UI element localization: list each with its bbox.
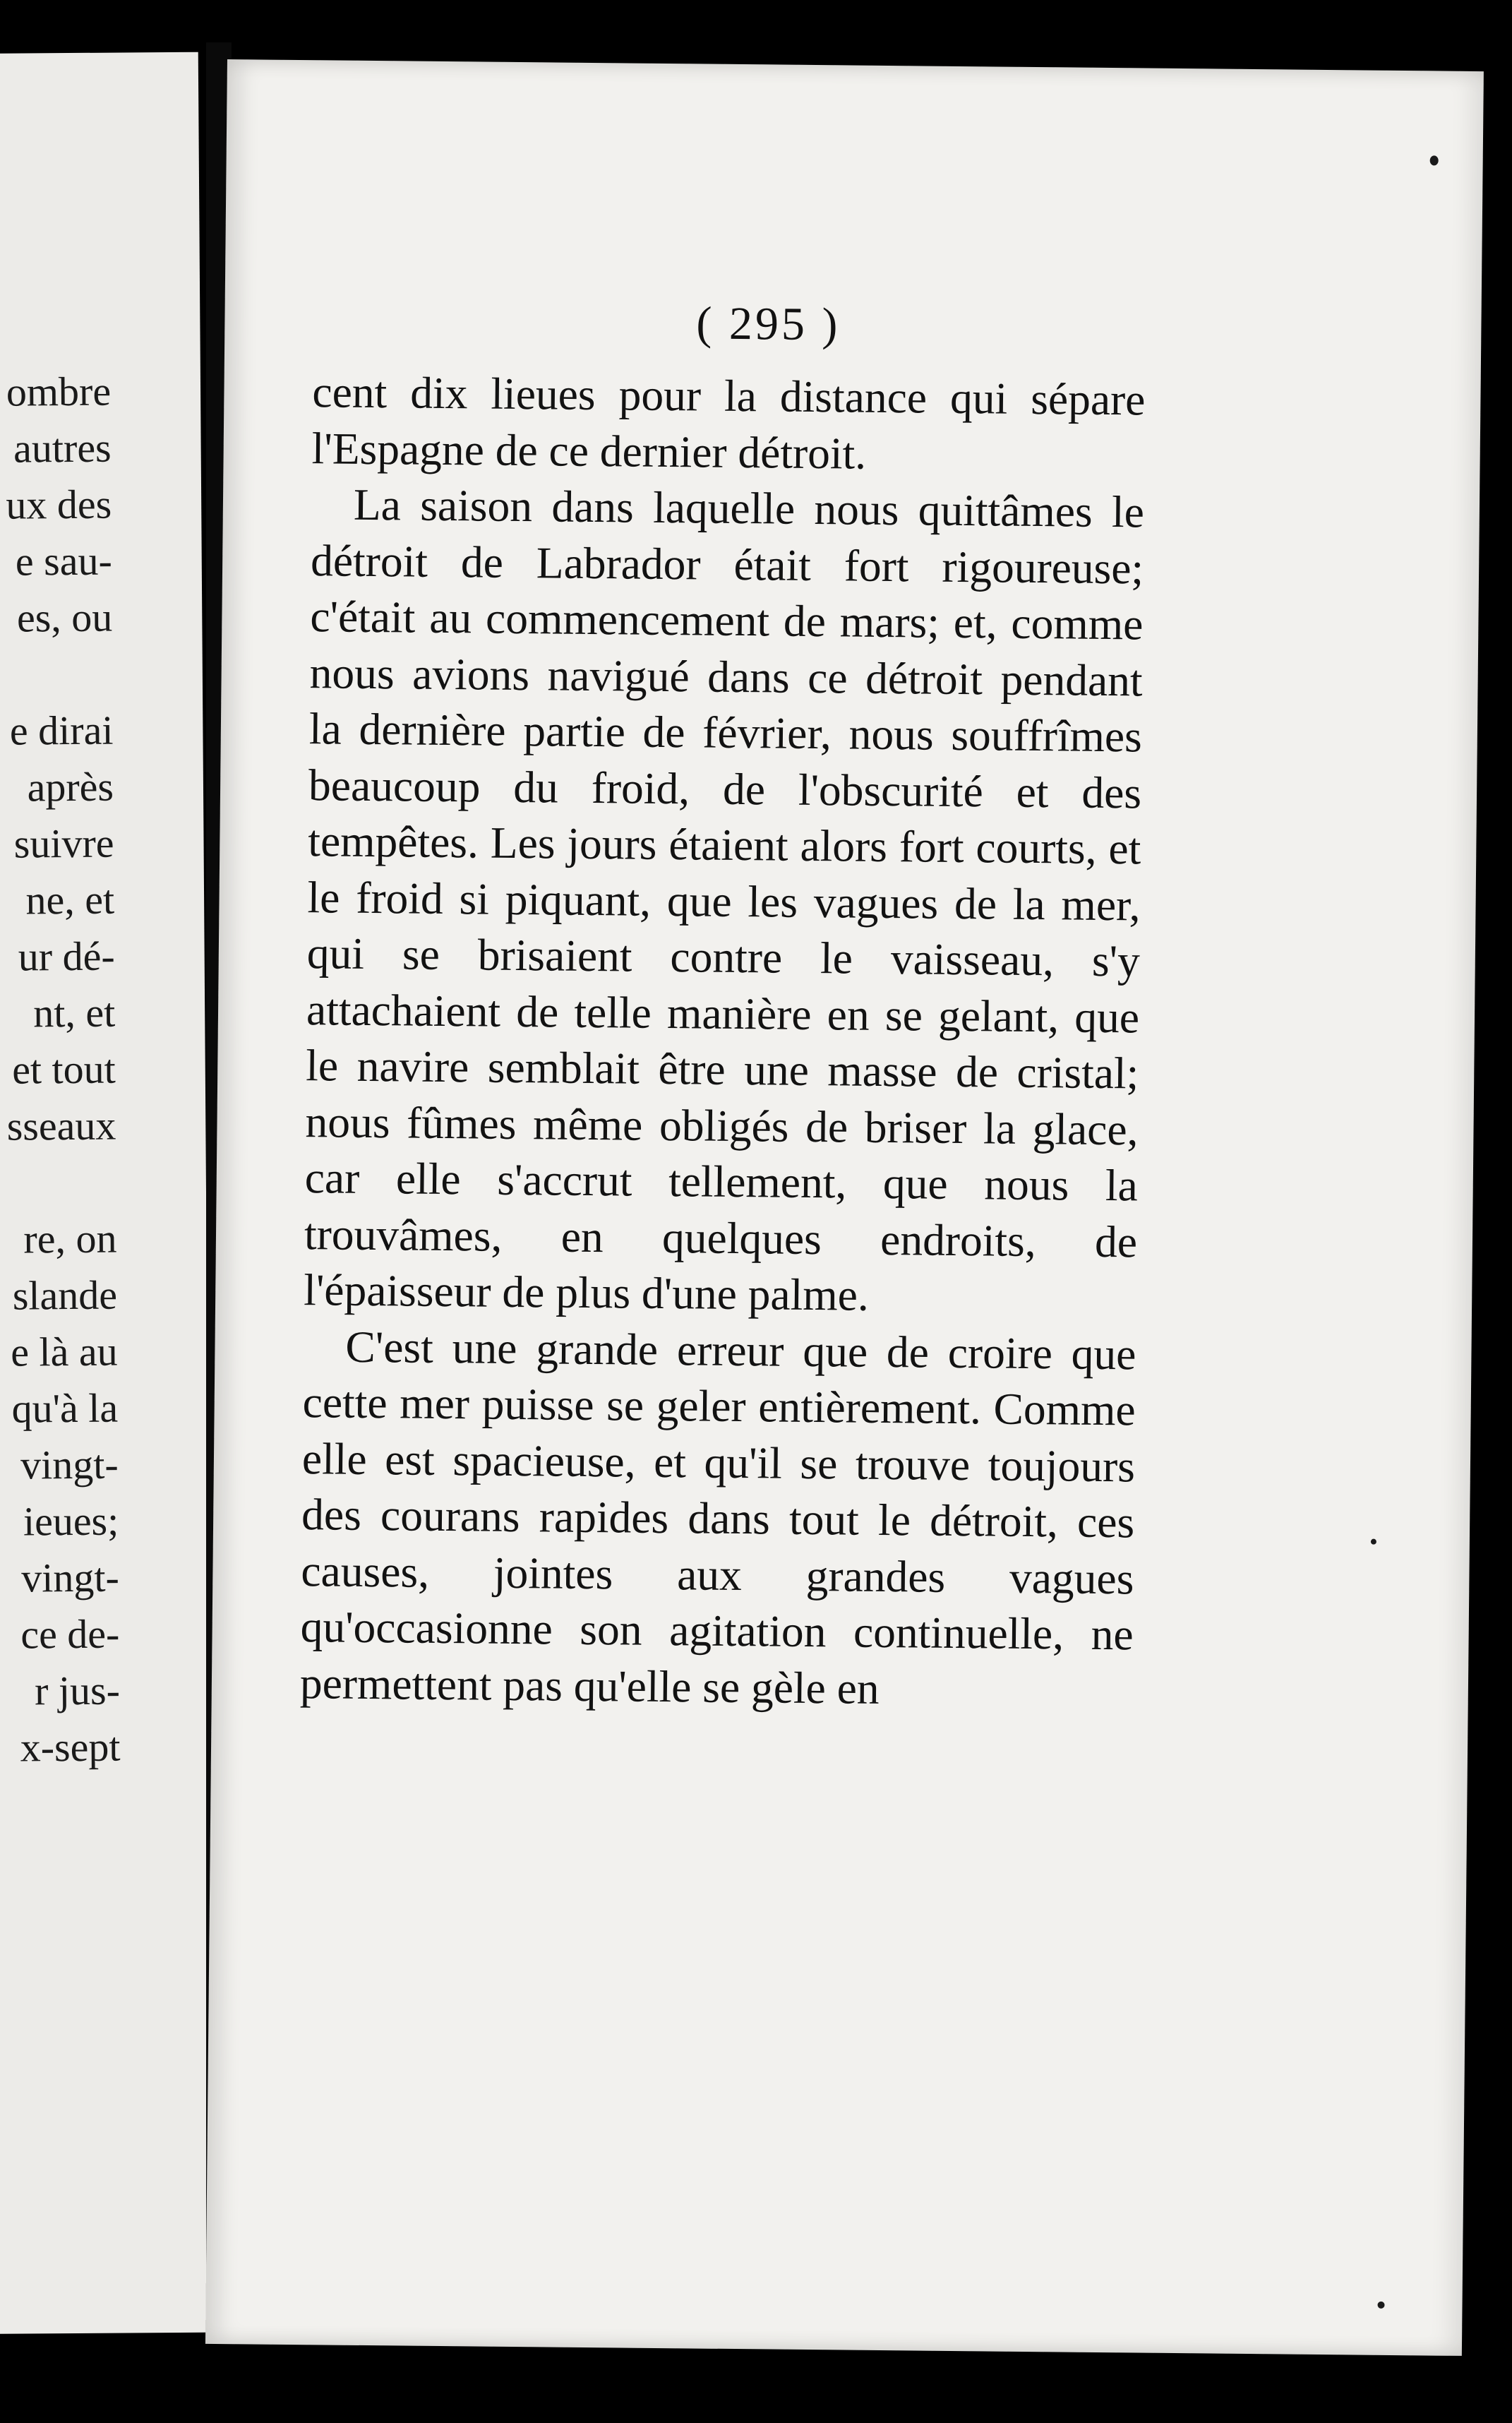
paragraph: La saison dans laquelle nous quittâmes le détroit de Labrador était fort rigoureuse; c'était au commencement de mars; et, comme nous avions navigué dans ce détroit pendant la dernière partie de février, nous souffrîmes beaucoup du froid, de l'obscurité et des tempêtes. Les jours étaient alors fort courts, et le froid si piquant, que les vagues de la mer, qui se brisaient contre le vaisseau, s'y attachaient de telle manière en se gelant, que le navire semblait être une masse de cristal; nous fûmes même obligés de briser la glace, car elle s'accrut tellement, que nous la trouvâmes, en quelques endroits, de l'épaisseur de plus d'une palme. bbox=[303, 479, 1145, 1320]
previous-page-line: ne, et bbox=[25, 876, 115, 923]
previous-page-line: qu'à la bbox=[11, 1384, 119, 1432]
previous-page-line: vingt- bbox=[21, 1554, 120, 1601]
previous-page-line bbox=[0, 646, 113, 704]
previous-page-line: après bbox=[27, 763, 114, 810]
previous-page-line: ur dé- bbox=[18, 933, 115, 980]
paragraph: C'est une grande erreur que de croire que cette mer puisse se geler entièrement. Comme elle est spacieuse, et qu'il se trouve toujours des courans rapides dans tout le détroit, ces causes, jointes aux grandes vagues qu'occasionne son agitation continuelle, ne permettent pas qu'elle se gèle en bbox=[299, 1321, 1136, 1713]
ink-speck bbox=[1371, 1539, 1376, 1545]
paragraph: cent dix lieues pour la distance qui sépare l'Espagne de ce dernier détroit. bbox=[311, 366, 1146, 479]
previous-page-line: r jus- bbox=[34, 1667, 121, 1714]
previous-page-line: ux des bbox=[6, 481, 112, 528]
previous-page-line: ce de- bbox=[20, 1610, 120, 1658]
ink-speck bbox=[1377, 2302, 1384, 2309]
previous-page-line: e sau- bbox=[15, 537, 112, 585]
previous-page-line: nt, et bbox=[33, 989, 116, 1036]
previous-page-line: ieues; bbox=[23, 1497, 119, 1545]
previous-page-line: x-sept bbox=[20, 1723, 121, 1771]
previous-page-line: e là au bbox=[10, 1328, 118, 1375]
page-body bbox=[300, 364, 1146, 1718]
previous-page-line: e dirai bbox=[9, 707, 114, 754]
current-page bbox=[205, 59, 1484, 2356]
previous-page-line: et tout bbox=[11, 1046, 116, 1093]
previous-page-line: es, ou bbox=[16, 594, 113, 641]
previous-page-line: ombre bbox=[6, 368, 112, 415]
previous-page-line: slande bbox=[12, 1272, 118, 1319]
previous-page-text bbox=[0, 364, 121, 1777]
previous-page-line: suivre bbox=[13, 820, 114, 867]
previous-page bbox=[0, 52, 214, 2335]
previous-page-line bbox=[0, 1154, 116, 1212]
previous-page-line: re, on bbox=[23, 1215, 117, 1262]
previous-page-line: sseaux bbox=[6, 1102, 116, 1149]
page-number: ( 295 ) bbox=[696, 297, 841, 351]
previous-page-line: vingt- bbox=[20, 1441, 119, 1488]
previous-page-line: autres bbox=[13, 424, 112, 472]
ink-speck bbox=[1430, 155, 1439, 165]
